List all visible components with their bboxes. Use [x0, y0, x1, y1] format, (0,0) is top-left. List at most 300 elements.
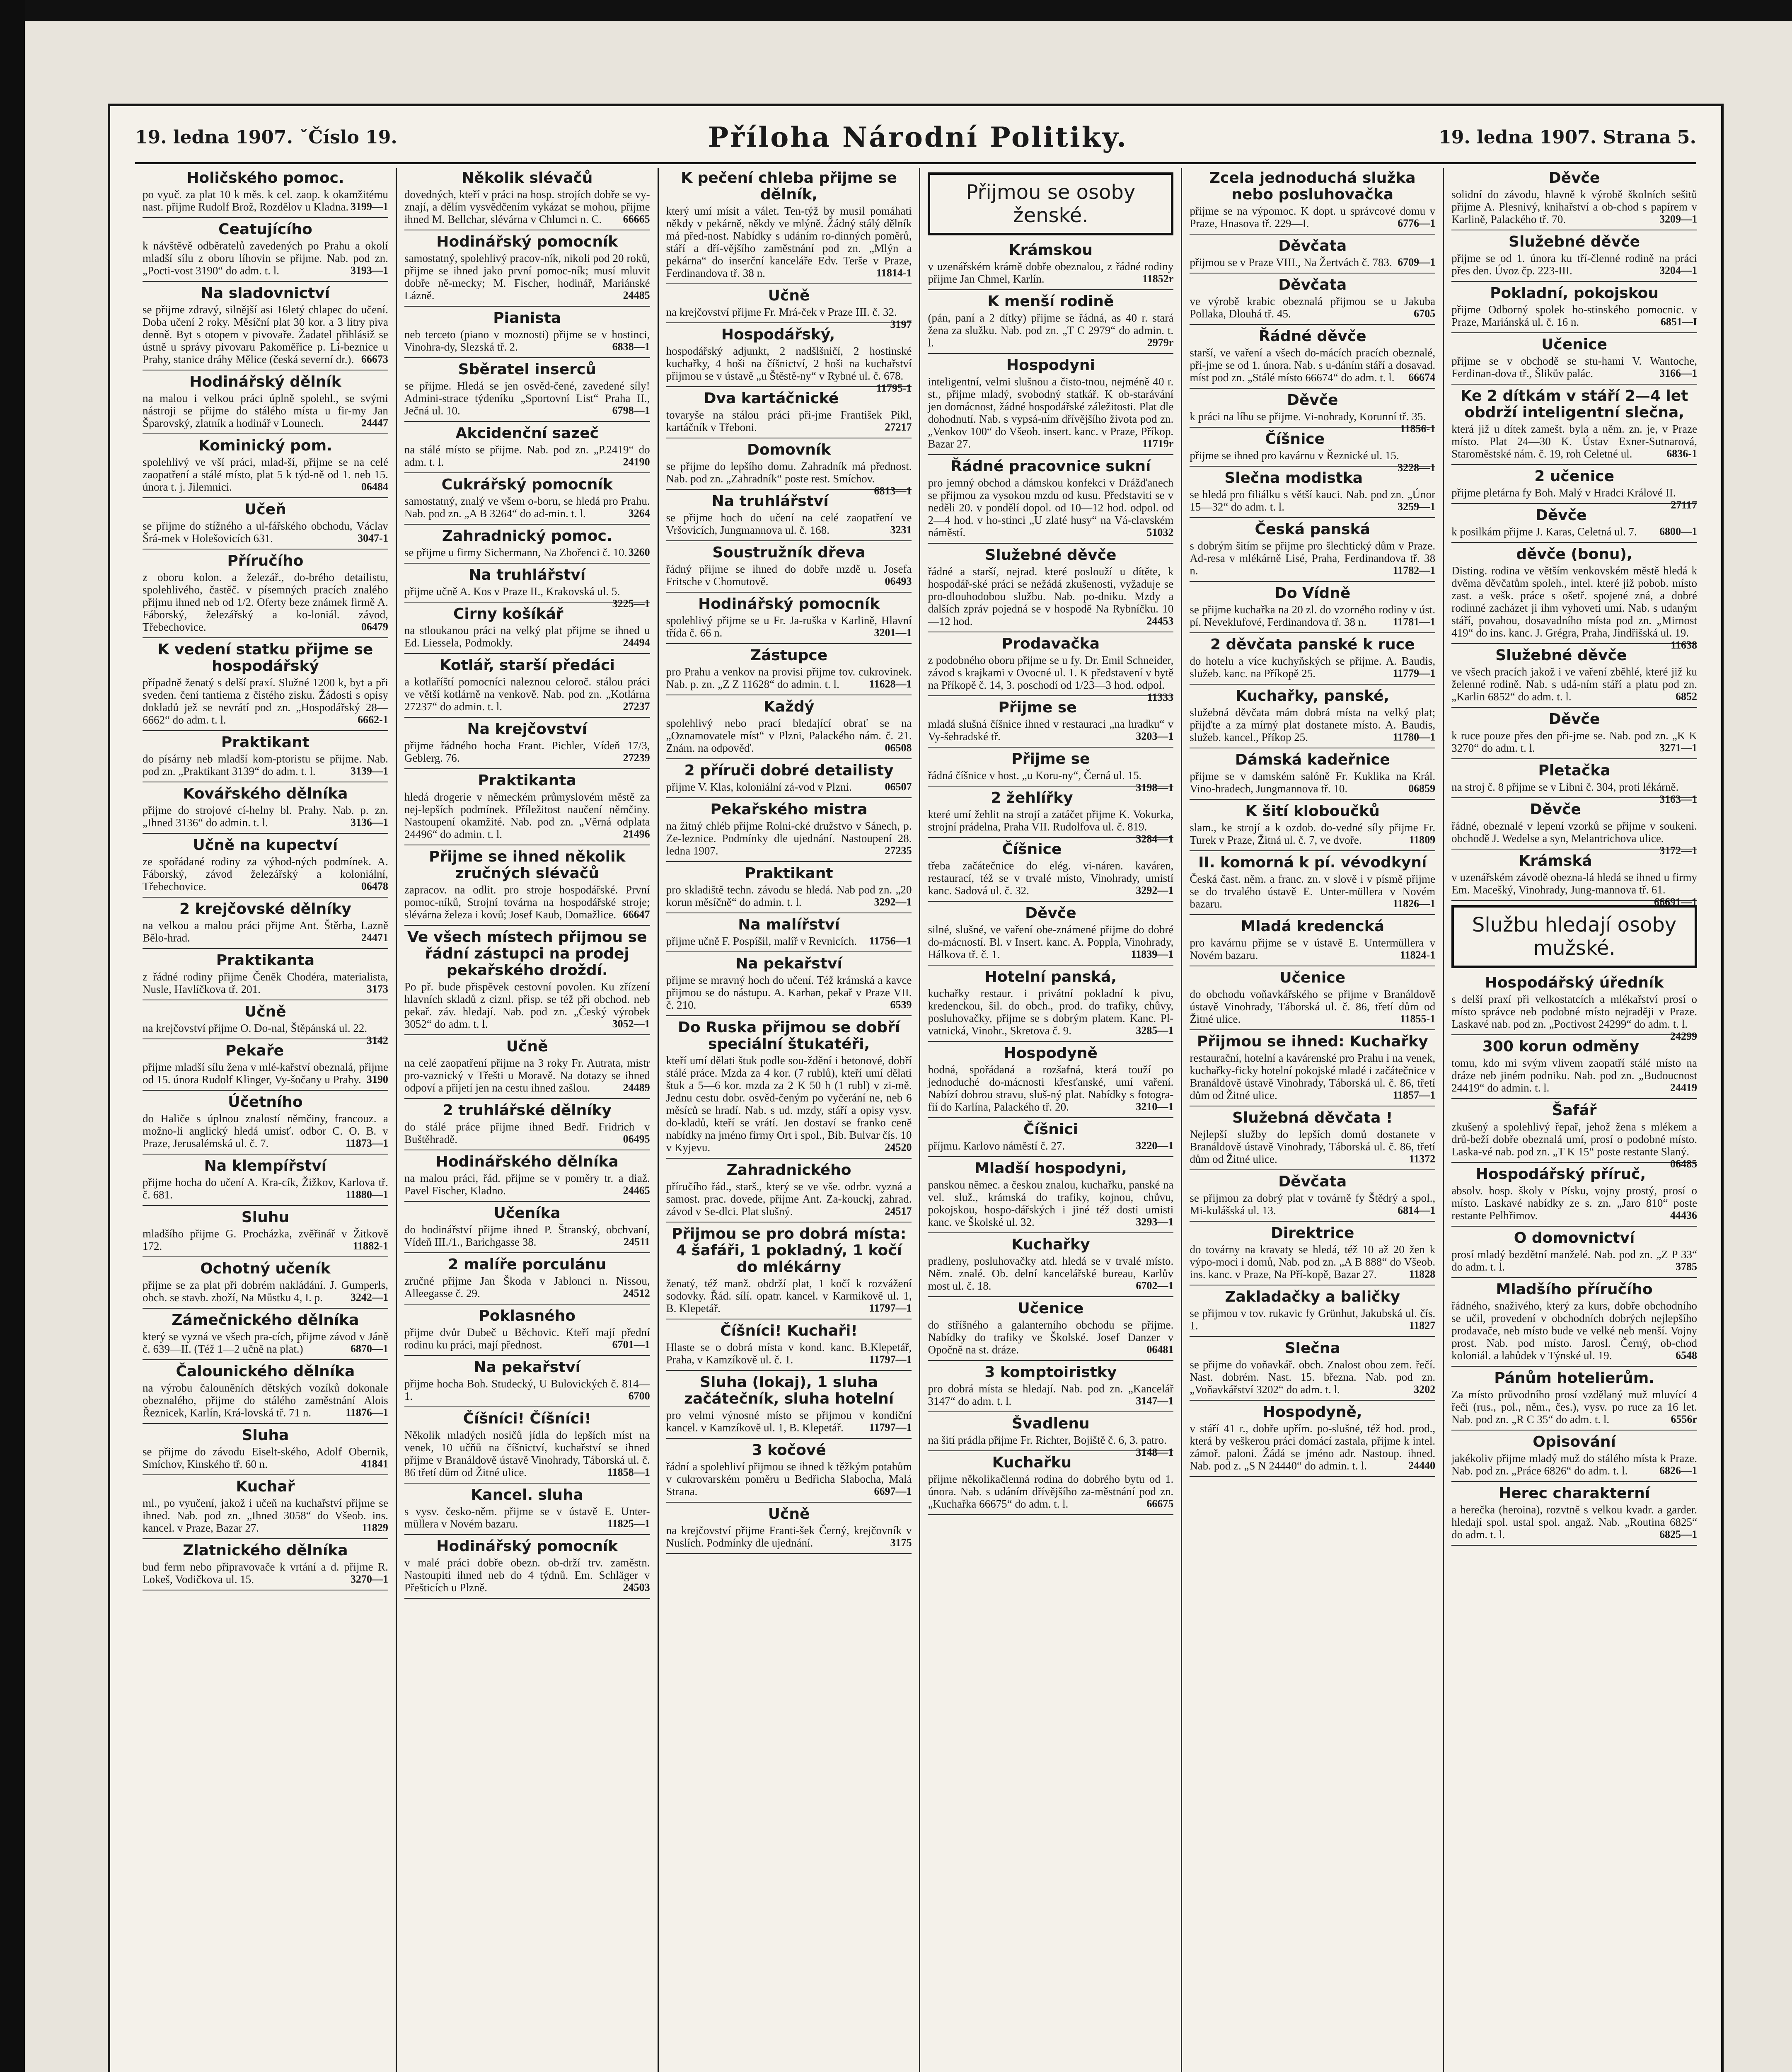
ad-text: s delší praxí při velkostatcích a mlékařství prosí o místo správce neb podobné místo nejraději v Praze. Laskavé nab. pod zn. „Poctivost 24299“ do adm. t. l. 24299: [1451, 993, 1697, 1042]
classified-ad: [928, 1045, 1173, 1113]
ad-text: v uzenářském krámě dobře obeznalou, z řádné rodiny přijme Jan Chmel, Karlín. 11852r: [928, 260, 1174, 285]
classified-ad: [143, 1479, 388, 1534]
ad-text: přijme se za plat při dobrém nakládání. J. Gumperls, obch. se stavb. zboží, Na Můstku 4, I. p. 3242—1: [143, 1279, 388, 1304]
classified-ad: [928, 242, 1173, 285]
section-heading-seeking-men: Službu hledají osoby mužské.: [1451, 905, 1697, 968]
ad-divider: [666, 758, 912, 759]
classified-ad: [1451, 1230, 1697, 1273]
ad-text: přijme učně A. Kos v Praze II., Krakovská ul. 5. 3225—1: [404, 585, 650, 610]
ad-text: který se vyzná ve všech pra-cích, přijme závod v Jáně č. 639—II. (Též 1—2 učně na plat.) 6870—1: [143, 1330, 388, 1355]
ad-heading: Děvče: [1530, 801, 1581, 818]
ad-number: 11638: [1671, 639, 1697, 651]
ad-divider: [404, 1534, 650, 1535]
ad-number: 24485: [623, 289, 650, 301]
classified-ad: [143, 1261, 388, 1304]
classified-ad: [143, 952, 388, 995]
classified-ad: [928, 1121, 1173, 1152]
classified-ad: [404, 606, 650, 649]
ad-divider: [928, 965, 1173, 966]
classified-ad: [1451, 974, 1697, 1042]
ad-number: 11876—1: [346, 1406, 388, 1418]
ad-number: 06507: [885, 781, 912, 793]
ad-number: 11852r: [1142, 273, 1174, 285]
ad-text: jakékoliv přijme mladý muž do stálého místa k Praze. Nab. pod zn. „Práce 6826“ do adm. t. l. 6826—1: [1451, 1452, 1697, 1477]
ad-number: 3142: [366, 1034, 388, 1046]
ad-text: na žitný chléb přijme Rolni-cké družstvo v Sánech, p. Ze-leznice. Podmínky dle ujednání. Nastoupení 28. ledna 1907. 27235: [666, 820, 912, 857]
ad-text: na šití prádla přijme Fr. Richter, Bojiště č. 6, 3. patro. 3148—1: [928, 1434, 1174, 1458]
ad-text: která již u dítek zamešt. byla a něm. zn. je, v Praze místo. Plat 24—30 K. Ústav Exner-Sutnarová, Staroměstské nám. č. 19, roh Celetné ul. 6836-1: [1451, 423, 1697, 460]
ad-divider: [1451, 1481, 1697, 1482]
ad-divider: [1451, 1366, 1697, 1367]
ad-heading: Služebná děvčata !: [1232, 1109, 1393, 1126]
ad-number: 11857—1: [1393, 1089, 1436, 1101]
ad-heading: Ke 2 dítkám v stáří 2—4 let obdrží inteligentní slečna,: [1460, 387, 1688, 421]
classified-ad: [404, 1538, 650, 1594]
ad-divider: [1451, 1098, 1697, 1099]
ad-text: do hodinářství přijme ihned P. Štranský, obchvaní, Vídeň III./1., Barichgasse 38. 24511: [404, 1223, 650, 1248]
ad-number: 6851—I: [1660, 316, 1697, 328]
classified-ad: [1451, 468, 1697, 511]
ad-text: přijme do strojové cí-helny bl. Prahy. Nab. p. zn. „Ihned 3136“ do admin. t. l. 3136—1: [143, 804, 388, 829]
ad-number: 06479: [361, 621, 388, 633]
classified-ad: [928, 1455, 1173, 1510]
ad-heading: Pianista: [493, 310, 561, 327]
ad-number: 24465: [623, 1184, 650, 1196]
ad-text: inteligentní, velmi slušnou a čisto-tnou, nejméně 40 r. st., přijme mladý, svobodný statkář. K ob-starávání jen domácnost, žádné hospodářské záležitosti. Plat dle dohodnutí. Nab. s vypsá-ním dřívějšího života pod zn. „Venkov 100“ do Všeob. insert. kanc. v Praze, Příkop. Bazar 27. 11719r: [928, 375, 1174, 450]
ad-divider: [1451, 1226, 1697, 1227]
ad-divider: [1190, 388, 1435, 389]
ad-text: pro skladiště techn. závodu se hledá. Nab pod zn. „20 korun měsíčně“ do admin. t. l. 3292—1: [666, 884, 912, 908]
classified-ad: [928, 1237, 1173, 1292]
ad-heading: 2 učenice: [1534, 468, 1614, 485]
ad-text: Nejlepší služby do lepších domů dostanete v Branáldově ústavě Vinohrady, Táborská ul. č. 86, třetí dům od Žitné ulice. 11372: [1190, 1128, 1436, 1165]
ad-divider: [1451, 1277, 1697, 1278]
ad-text: restaurační, hotelní a kavárenské pro Prahu i na venek, kuchařky-ficky hotelní pokojské mladé i začátečnice v Branáldově ústavě Vinohrady, Táborská ul. č. 86, třetí dům od Žitné ulice. 11857—1: [1190, 1052, 1436, 1101]
ad-divider: [1451, 758, 1697, 759]
ad-divider: [1190, 1169, 1435, 1170]
ad-number: 6825—1: [1659, 1528, 1697, 1540]
ad-text: přijme se mravný hoch do učení. Též krámská a kavce přijmou se do nástupu. A. Karhan, pekař v Praze VII. č. 210. 6539: [666, 974, 912, 1011]
ad-divider: [928, 1514, 1173, 1515]
classified-ad: [928, 357, 1173, 450]
ad-number: 11779—1: [1393, 667, 1436, 679]
ad-text: z řádné rodiny přijme Čeněk Chodéra, materialista, Nusle, Havlíčkova tř. 201. 3173: [143, 971, 388, 995]
ad-heading: Zahradnický pomoc.: [442, 528, 612, 545]
classified-ad: [143, 1542, 388, 1585]
classified-ad: [404, 1102, 650, 1145]
ad-text: se přijme u firmy Sichermann, Na Zbořenci č. 10. 3260: [404, 546, 650, 559]
classified-ad: [1190, 238, 1435, 269]
ad-text: na velkou a malou práci přijme Ant. Štěrba, Lazně Bělo-hrad. 24471: [143, 919, 388, 944]
ad-divider: [143, 433, 388, 434]
ad-number: 3172—1: [1659, 845, 1697, 857]
ad-heading: Přijme se: [998, 699, 1077, 716]
ad-divider: [928, 1360, 1173, 1361]
ad-number: 6709—1: [1398, 256, 1436, 268]
ad-divider: [928, 695, 1173, 696]
ad-text: se přijme kuchařka na 20 zl. do vzorného rodiny v úst. pí. Neveklufové, Ferdinandova tř. 38 n. 11781—1: [1190, 603, 1436, 628]
ad-text: a herečka (heroina), rozvtně s velkou kvadr. a garder. hledají spol. ustal spol. angaž. Nab. „Routina 6825“ do adm. t. l. 6825—1: [1451, 1503, 1697, 1541]
ad-divider: [1190, 1400, 1435, 1401]
ad-divider: [143, 1038, 388, 1039]
ad-number: 66647: [623, 908, 650, 920]
ad-number: 6870—1: [350, 1343, 388, 1355]
ad-divider: [404, 1201, 650, 1202]
classified-ad: [666, 865, 912, 908]
classified-ad: [666, 1226, 912, 1314]
ad-text: na stroj č. 8 přijme se v Libni č. 304, proti lékárně. 3163—1: [1451, 781, 1697, 805]
ad-heading: Hospodářský úředník: [1485, 974, 1664, 991]
ad-text: slam., ke strojí a k ozdob. do-vedné síly přijme Fr. Turek v Praze, Žitná ul. č. 7, ve dvoře. 11809: [1190, 821, 1436, 846]
ad-text: absolv. hosp. školy v Písku, vojny prostý, prosí o místo. Laskavé nabídky ze s. zn. „Jaro 810“ poste restante Pelhřimov. 44436: [1451, 1184, 1697, 1222]
ad-number: 06478: [361, 880, 388, 892]
ad-heading: Kuchař: [236, 1478, 295, 1495]
ad-heading: Děvče: [1536, 507, 1587, 524]
ad-divider: [666, 861, 912, 862]
ad-text: dovedných, kteří v práci na hosp. strojích dobře se vy-znají, a dělím vysvědčením vykázat se mohou, přijme ihned M. Bellchar, slévárna v Chlumci n. C. 66665: [404, 188, 650, 225]
ad-text: do Haliče s úplnou znalostí němčiny, francouz. a možno-li anglický hledá umisť. odbor C. O. B. v Praze, Jerusalémská ul. č. 7. 11873—1: [143, 1112, 388, 1150]
ad-text: Disting. rodina ve větším venkovském městě hledá k dvěma děvčatům spoleh., intel. které již pobob. místo zast. a vešk. práce s ošetř. spojené zná, a dobré rodinné zacházet ji ihm vyhovetí umí. Nab. s udaným stáří, povahou, dosavadního místa pod zn. „Mirnost 419“ do ins. kanc. J. Grégra, Praha, Jindřišská ul. 19. 11638: [1451, 564, 1697, 651]
ad-number: 3209—1: [1659, 213, 1697, 225]
ad-text: k posilkám přijme J. Karas, Celetná ul. 7. 6800—1: [1451, 525, 1697, 538]
ad-number: 11880—1: [346, 1188, 388, 1201]
ad-text: případně ženatý s delší praxí. Služné 1200 k, byt a při sveden. čení tantiema z čistého zisku. Žádosti s opisy dokladů jež se nevrátí pod zn. „Hospodářský 28—6662“ do adm. t. l. 6662-1: [143, 676, 388, 726]
ad-number: 3047-1: [358, 532, 388, 544]
ad-column-3: [659, 168, 921, 2072]
ad-divider: [928, 1232, 1173, 1233]
ad-divider: [143, 1205, 388, 1206]
ad-text: Po př. bude přispěvek cestovní povolen. Ku zřízení hlavních skladů z ciznl. přisp. se též při obchod. neb pekař. záv. hledají. Nab. pod zn. „Český výrobek 3052“ do adm. t. l. 3052—1: [404, 980, 650, 1030]
classified-ad: [1451, 762, 1697, 805]
ad-heading: Učně: [768, 287, 810, 304]
ad-heading: Číšníci! Číšníci!: [463, 1410, 591, 1427]
ad-number: 11856-1: [1400, 423, 1436, 435]
ad-heading: 300 korun odměny: [1482, 1038, 1640, 1055]
ad-number: 6826—1: [1659, 1464, 1697, 1477]
ad-heading: Direktrice: [1271, 1225, 1354, 1242]
classified-ad: [1190, 1034, 1435, 1101]
ad-divider: [1451, 281, 1697, 282]
ad-heading: Hospodyně,: [1262, 1404, 1362, 1421]
ad-heading: Ve všech místech přijmou se řádní zástupci na prodej pekařského droždí.: [407, 929, 647, 979]
ad-text: z oboru kolon. a železář., do-brého detailistu, spolehlivého, častěč. v písemných pracích znalého přijmu ihned neb od 1/2. Oferty beze známek firmě A. Fáborský, železářský a ko-loniál. závod, Třebechovice. 06479: [143, 571, 388, 633]
ad-heading: Sběratel inserců: [458, 361, 596, 378]
ad-number: 66665: [623, 213, 650, 225]
classified-ad: [1451, 234, 1697, 277]
ad-number: 3264: [628, 507, 650, 519]
classified-ad: [1190, 1340, 1435, 1396]
ad-divider: [1190, 324, 1435, 325]
ad-number: 11839—1: [1131, 948, 1174, 960]
ad-heading: Hodinářský pomocník: [436, 233, 618, 250]
ad-number: 3210—1: [1136, 1101, 1174, 1113]
ad-number: 11882-1: [353, 1240, 388, 1252]
ad-heading: děvče (bonu),: [1516, 546, 1632, 563]
ad-heading: Zámečnického dělníka: [172, 1312, 359, 1329]
classified-ad: [1190, 585, 1435, 628]
classified-ad: [928, 905, 1173, 961]
ad-number: 11781—1: [1393, 616, 1436, 628]
ad-divider: [404, 653, 650, 654]
classified-ad: [666, 326, 912, 394]
classified-ad: [404, 849, 650, 921]
ad-text: řádní a spolehliví přijmou se ihned k těžkým potahům v cukrovarském poměru u Bedřicha Slabocha, Malá Strana. 6697—1: [666, 1460, 912, 1498]
ad-number: 3284—1: [1136, 833, 1174, 845]
classified-ad: [143, 501, 388, 545]
ad-heading: K pečení chleba přijme se dělník,: [681, 169, 897, 203]
ad-heading: K menší rodině: [987, 293, 1114, 310]
classified-ad: [404, 1487, 650, 1530]
ad-text: ženatý, též manž. obdrží plat, 1 kočí k rozvážení sodovky. Řád. sílí. opatr. kancel. v Karmikově ul. 1, B. Klepetář. 11797—1: [666, 1277, 912, 1314]
ad-text: se přijme. Hledá se jen osvěd-čené, zavedené síly! Admini-strace týdeníku „Sportovní List“ Praha II., Ječná ul. 10. 6798—1: [404, 380, 650, 417]
ad-heading: Číšníci! Kuchaři!: [720, 1322, 858, 1339]
ad-heading: Cirny košíkář: [453, 605, 563, 622]
ad-text: služebná děvčata mám dobrá místa na velký plat; přijďte a za mírný plat dostanete místo. A. Baudis, služeb. kancel., Příkop 25. 11780—1: [1190, 706, 1436, 743]
ad-number: 11780—1: [1393, 731, 1436, 743]
classified-ad: [404, 1359, 650, 1402]
ad-text: s dobrým šitím se přijme pro šlechtický dům v Praze. Ad-resa v mlékárně Lisé, Praha, Ferdinandova tř. 38 n. 11782—1: [1190, 540, 1436, 577]
ad-number: 24517: [885, 1205, 912, 1217]
ad-heading: Děvčata: [1278, 1173, 1347, 1190]
classified-ad: [404, 657, 650, 713]
ad-heading: Na truhlářství: [711, 493, 829, 510]
ad-divider: [1190, 850, 1435, 851]
ad-text: řádné, obeznalé v lepení vzorků se přijme v soukeni. obchodě J. Wedelse a syn, Melantrichova ulice. 3172—1: [1451, 820, 1697, 857]
ad-text: panskou němec. a českou znalou, kuchařku, panské na vel. služ., krámská do trafiky, kojnou, chůvu, pokojskou, hospo-dářských i jiné též dosti umisti kanc. ve Školské ul. 32. 3293—1: [928, 1179, 1174, 1228]
ad-number: 3193—1: [350, 264, 388, 276]
ad-heading: Mladá kredencká: [1241, 918, 1384, 935]
ad-number: 3175: [890, 1537, 912, 1549]
ad-divider: [1190, 1029, 1435, 1030]
ad-number: 11372: [1409, 1153, 1436, 1165]
ad-number: 24190: [623, 456, 650, 468]
ad-text: zapracov. na odlit. pro stroje hospodářské. První pomoc-níků, Strojní továrna na hospodářské stroje; slévárna železa i kovů; Josef Kaub, Domažlice. 66647: [404, 884, 650, 921]
ad-text: samostatný, znalý ve všem o-boru, se hledá pro Prahu. Nab. pod zn. „A B 3264“ do ad-min. t. l. 3264: [404, 495, 650, 520]
classified-ad: [143, 1043, 388, 1086]
ad-number: 3785: [1675, 1261, 1697, 1273]
ad-text: ze spořádané rodiny za výhod-ných podmínek. A. Fáborský, závod železářský a koloniální, Třebechovice. 06478: [143, 855, 388, 893]
ad-number: 24489: [623, 1082, 650, 1094]
ad-text: pro Prahu a venkov na provisi přijme tov. cukrovinek. Nab. p. zn. „Z Z 11628“ do admin. t. l. 11628—1: [666, 666, 912, 690]
ad-heading: Děvče: [1025, 905, 1076, 922]
classified-ad: [404, 310, 650, 353]
ad-heading: Pánům hotelierům.: [1494, 1370, 1654, 1387]
classified-ad: [666, 1506, 912, 1549]
ad-heading: Učeníka: [493, 1205, 561, 1222]
ad-heading: Učně: [768, 1506, 810, 1523]
ad-text: silné, slušné, ve vaření obe-známené přijme do dobré do-mácností. Bl. v Insert. kanc. A. Poppla, Vinohrady, Hálkova tř. č. 1. 11839—1: [928, 923, 1174, 961]
ad-number: 11828: [1409, 1268, 1436, 1280]
classified-ad: [404, 929, 650, 1030]
classified-ad: [928, 1364, 1173, 1407]
ad-number: 66675: [1146, 1498, 1174, 1510]
ad-divider: [928, 1411, 1173, 1412]
ad-heading: Na klempířství: [204, 1157, 327, 1174]
ad-text: po vyuč. za plat 10 k měs. k cel. zaop. k okamžitému nast. přijme Rudolf Brož, Rozdělov u Kladna. 3199—1: [143, 188, 388, 213]
ad-number: 66674: [1408, 371, 1436, 383]
classified-ad: [404, 170, 650, 225]
classified-ad: [404, 1038, 650, 1094]
page-header: [135, 114, 1696, 160]
ad-heading: Praktikant: [221, 734, 310, 751]
ad-number: 11797—1: [869, 1302, 912, 1314]
ad-number: 11855-1: [1400, 1013, 1436, 1025]
ad-heading: 2 truhlářské dělníky: [443, 1102, 612, 1119]
ad-number: 24453: [1146, 615, 1174, 627]
ad-heading: Na truhlářství: [469, 566, 586, 583]
ad-text: spolehlivý ve vší práci, mlad-ší, přijme se na celé zaopatření a stálé místo, plat 5 k týd-ně od 1. neb 15. února t. j. Jilemnici. 06484: [143, 456, 388, 493]
ad-heading: Opisování: [1533, 1433, 1616, 1450]
ad-number: 24299: [1670, 1030, 1697, 1042]
classified-ad: [404, 361, 650, 417]
ad-text: kuchařky restaur. i privátní pokladní k pivu, kredenckou, šil. do obch., prod. do trafiky, chůvy, posluhovačky, přijme se s dobrým platem. Kanc. Pl-vatnická, Vinohr., Skretova č. 9. 3285—1: [928, 987, 1174, 1037]
ad-divider: [928, 1041, 1173, 1042]
ad-text: řádná číšnice v host. „u Koru-ny“, Černá ul. 15. 3198—1: [928, 769, 1174, 794]
classified-ad: [404, 1205, 650, 1248]
ad-number: 6813—1: [874, 485, 912, 497]
ad-text: se přijme do stížného a ul-fářského obchodu, Václav Šrá-mek v Holešovicích 631. 3047-1: [143, 520, 388, 545]
classified-ad: [1190, 803, 1435, 846]
ad-heading: Přijmou se pro dobrá místa: 4 šafáři, 1 pokladný, 1 kočí do mlékárny: [671, 1225, 907, 1276]
ad-number: 2979r: [1147, 336, 1174, 349]
ad-divider: [143, 730, 388, 731]
ad-divider: [404, 421, 650, 422]
ad-divider: [666, 283, 912, 284]
classified-ad: [1190, 328, 1435, 384]
ad-number: 6539: [890, 999, 912, 1011]
ad-divider: [1451, 464, 1697, 465]
classified-ad: [143, 1094, 388, 1150]
ad-divider: [1451, 707, 1697, 708]
ad-number: 6800—1: [1659, 525, 1697, 537]
ad-heading: Učenice: [1018, 1300, 1084, 1317]
ad-divider: [404, 1252, 650, 1253]
ad-text: se přijme do voňavkář. obch. Znalost obou zem. řečí. Nast. dobrém. Nast. 15. března. Nab. pod zn. „Voňavkářství 3202“ do adm. t. l. 3202: [1190, 1358, 1436, 1396]
ad-number: 11797—1: [869, 1421, 912, 1433]
classified-ad: [928, 750, 1174, 794]
classified-ad: [404, 1308, 650, 1351]
ad-number: 11797—1: [869, 1353, 912, 1365]
ad-number: 24511: [624, 1236, 650, 1248]
ad-divider: [143, 281, 388, 282]
ad-number: 6814—1: [1398, 1204, 1436, 1216]
ad-heading: Sluha: [242, 1427, 289, 1444]
ad-divider: [1451, 1034, 1697, 1035]
classified-ad: [143, 1158, 388, 1201]
ad-divider: [143, 1538, 388, 1539]
ad-number: 24520: [885, 1141, 912, 1153]
ad-heading: Hospodářský příruč,: [1475, 1166, 1646, 1183]
classified-ad: [1451, 285, 1697, 328]
ad-heading: Kancel. sluha: [471, 1486, 583, 1503]
ad-text: tovaryše na stálou práci při-jme František Pikl, kartáčník v Třeboni. 27217: [666, 409, 912, 433]
ad-divider: [1451, 542, 1697, 543]
ad-heading: Na sladovnictví: [201, 285, 330, 302]
ad-heading: Praktikanta: [478, 772, 576, 789]
ad-number: 11628—1: [869, 678, 912, 690]
ad-divider: [404, 1034, 650, 1035]
classified-ad: [1451, 801, 1697, 857]
classified-ad: [143, 901, 388, 944]
ad-number: 3259—1: [1398, 501, 1436, 513]
classified-ad: [404, 234, 650, 302]
classified-ad: [1451, 1166, 1697, 1222]
ad-heading: Účetního: [228, 1094, 303, 1111]
classified-ad: [404, 477, 650, 520]
ad-heading: Děvče: [1548, 169, 1600, 186]
classified-ad: [1451, 1370, 1697, 1426]
classified-ad: [1451, 647, 1697, 703]
ad-number: 11825—1: [607, 1518, 650, 1530]
classified-ad: [404, 528, 650, 559]
ad-text: s vysv. česko-něm. přijme se v ústavě E. Unter-müllera v Novém bazaru. 11825—1: [404, 1505, 650, 1530]
classified-ad: [143, 553, 388, 633]
ad-number: 06493: [885, 575, 912, 587]
ad-text: přijme hocha do učení A. Kra-cík, Žižkov, Karlova tř. č. 681. 11880—1: [143, 1176, 388, 1201]
ad-heading: Pekaře: [225, 1042, 284, 1059]
ad-text: kteří umí dělati štuk podle sou-ždění i betonové, dobří stálé práce. Mzda za 4 kor. (7 rublů), kteří umí dělati štuk a 5—6 kor. mzda za 2 K 50 h (1 rubl) v zi-mě. Jednu cestu dobr. osvěd-čeným po vyčerání ne, neb 6 měsíců se hradí. Nab. s ud. mzdy, stáří a opisy vysv. do-kladů, kteří se vrátí. Jen dostaví se franko ceně nabídky na jméno firmy Ort i spol., Bib. Bulvar čís. 10 v Kyjevu. 24520: [666, 1054, 912, 1154]
ad-number: 3139—1: [350, 765, 388, 777]
classified-ad: [666, 287, 912, 330]
classified-ad: [1451, 336, 1697, 380]
ad-text: řádný přijme se ihned do dobře mzdě u. Josefa Fritsche v Chomutově. 06493: [666, 563, 912, 588]
classified-ad: [404, 425, 650, 468]
ad-divider: [404, 563, 650, 564]
ad-text: mladšího přijme G. Procházka, zvěřinář v Žitkově 172. 11882-1: [143, 1227, 388, 1252]
ad-number: 3220—1: [1136, 1140, 1174, 1152]
ad-number: 24512: [623, 1287, 650, 1299]
ad-number: 3225—1: [612, 598, 650, 610]
ad-divider: [1190, 1476, 1435, 1477]
ad-divider: [404, 1304, 650, 1305]
ad-text: na malou práci, řád. přijme se v poměry tr. a diaž. Pavel Fischer, Kladno. 24465: [404, 1172, 650, 1197]
ad-divider: [404, 768, 650, 769]
ad-number: 3203—1: [1136, 730, 1174, 742]
ad-number: 11795-1: [876, 382, 912, 394]
ad-divider: [143, 948, 388, 949]
ad-text: solidní do závodu, hlavně k výrobě školních sešitů přijme A. Plesnivý, knihařství a ob-chod s papírem v Karlině, Palackého tř. 70. 3209—1: [1451, 188, 1697, 225]
classified-ad: [404, 772, 650, 840]
classified-ad: [1451, 507, 1697, 538]
ad-number: 51032: [1146, 526, 1174, 538]
classified-ad: [404, 721, 650, 764]
ad-heading: Zcela jednoduchá služka nebo posluhovačka: [1209, 169, 1416, 203]
ad-divider: [1451, 503, 1697, 504]
ad-text: třeba začátečnice do elég. vi-náren. kaváren, restaurací, též se v trvalé místo, Vinohrady, umistí kanc. Sadová ul. č. 32. 3292—1: [928, 859, 1174, 897]
classified-ad: [666, 1019, 912, 1154]
ad-text: na stloukanou práci na velký plat přijme se ihned u Ed. Liessela, Podmokly. 24494: [404, 624, 650, 649]
ad-number: 27117: [1671, 499, 1697, 511]
classified-ad: [404, 566, 650, 610]
classified-ad: [1451, 546, 1697, 651]
ad-heading: Učenice: [1541, 336, 1607, 353]
classified-ad: [666, 390, 912, 433]
ad-divider: [143, 1308, 388, 1309]
ad-text: přijme se ihned pro kavárnu v Řeznické ul. 15. 3228—1: [1190, 449, 1436, 474]
ad-divider: [404, 1483, 650, 1484]
ad-divider: [928, 747, 1173, 748]
ad-heading: Do Vídně: [1274, 585, 1351, 602]
ad-heading: Číšnici: [1023, 1121, 1078, 1138]
ad-divider: [928, 543, 1173, 544]
ad-heading: Kuchařku: [992, 1454, 1072, 1471]
scan-border-top: [0, 0, 1792, 21]
ad-heading: Učně: [506, 1038, 548, 1055]
ad-text: k práci na líhu se přijme. Vi-nohrady, Korunní tř. 35. 11856-1: [1190, 410, 1436, 435]
ad-number: 27239: [623, 752, 650, 764]
classified-ad: [1451, 1485, 1697, 1541]
ad-text: se přijme hoch do učení na celé zaopatření ve Vršovicích, Jungmannova ul. č. 168. 3231: [666, 511, 912, 536]
